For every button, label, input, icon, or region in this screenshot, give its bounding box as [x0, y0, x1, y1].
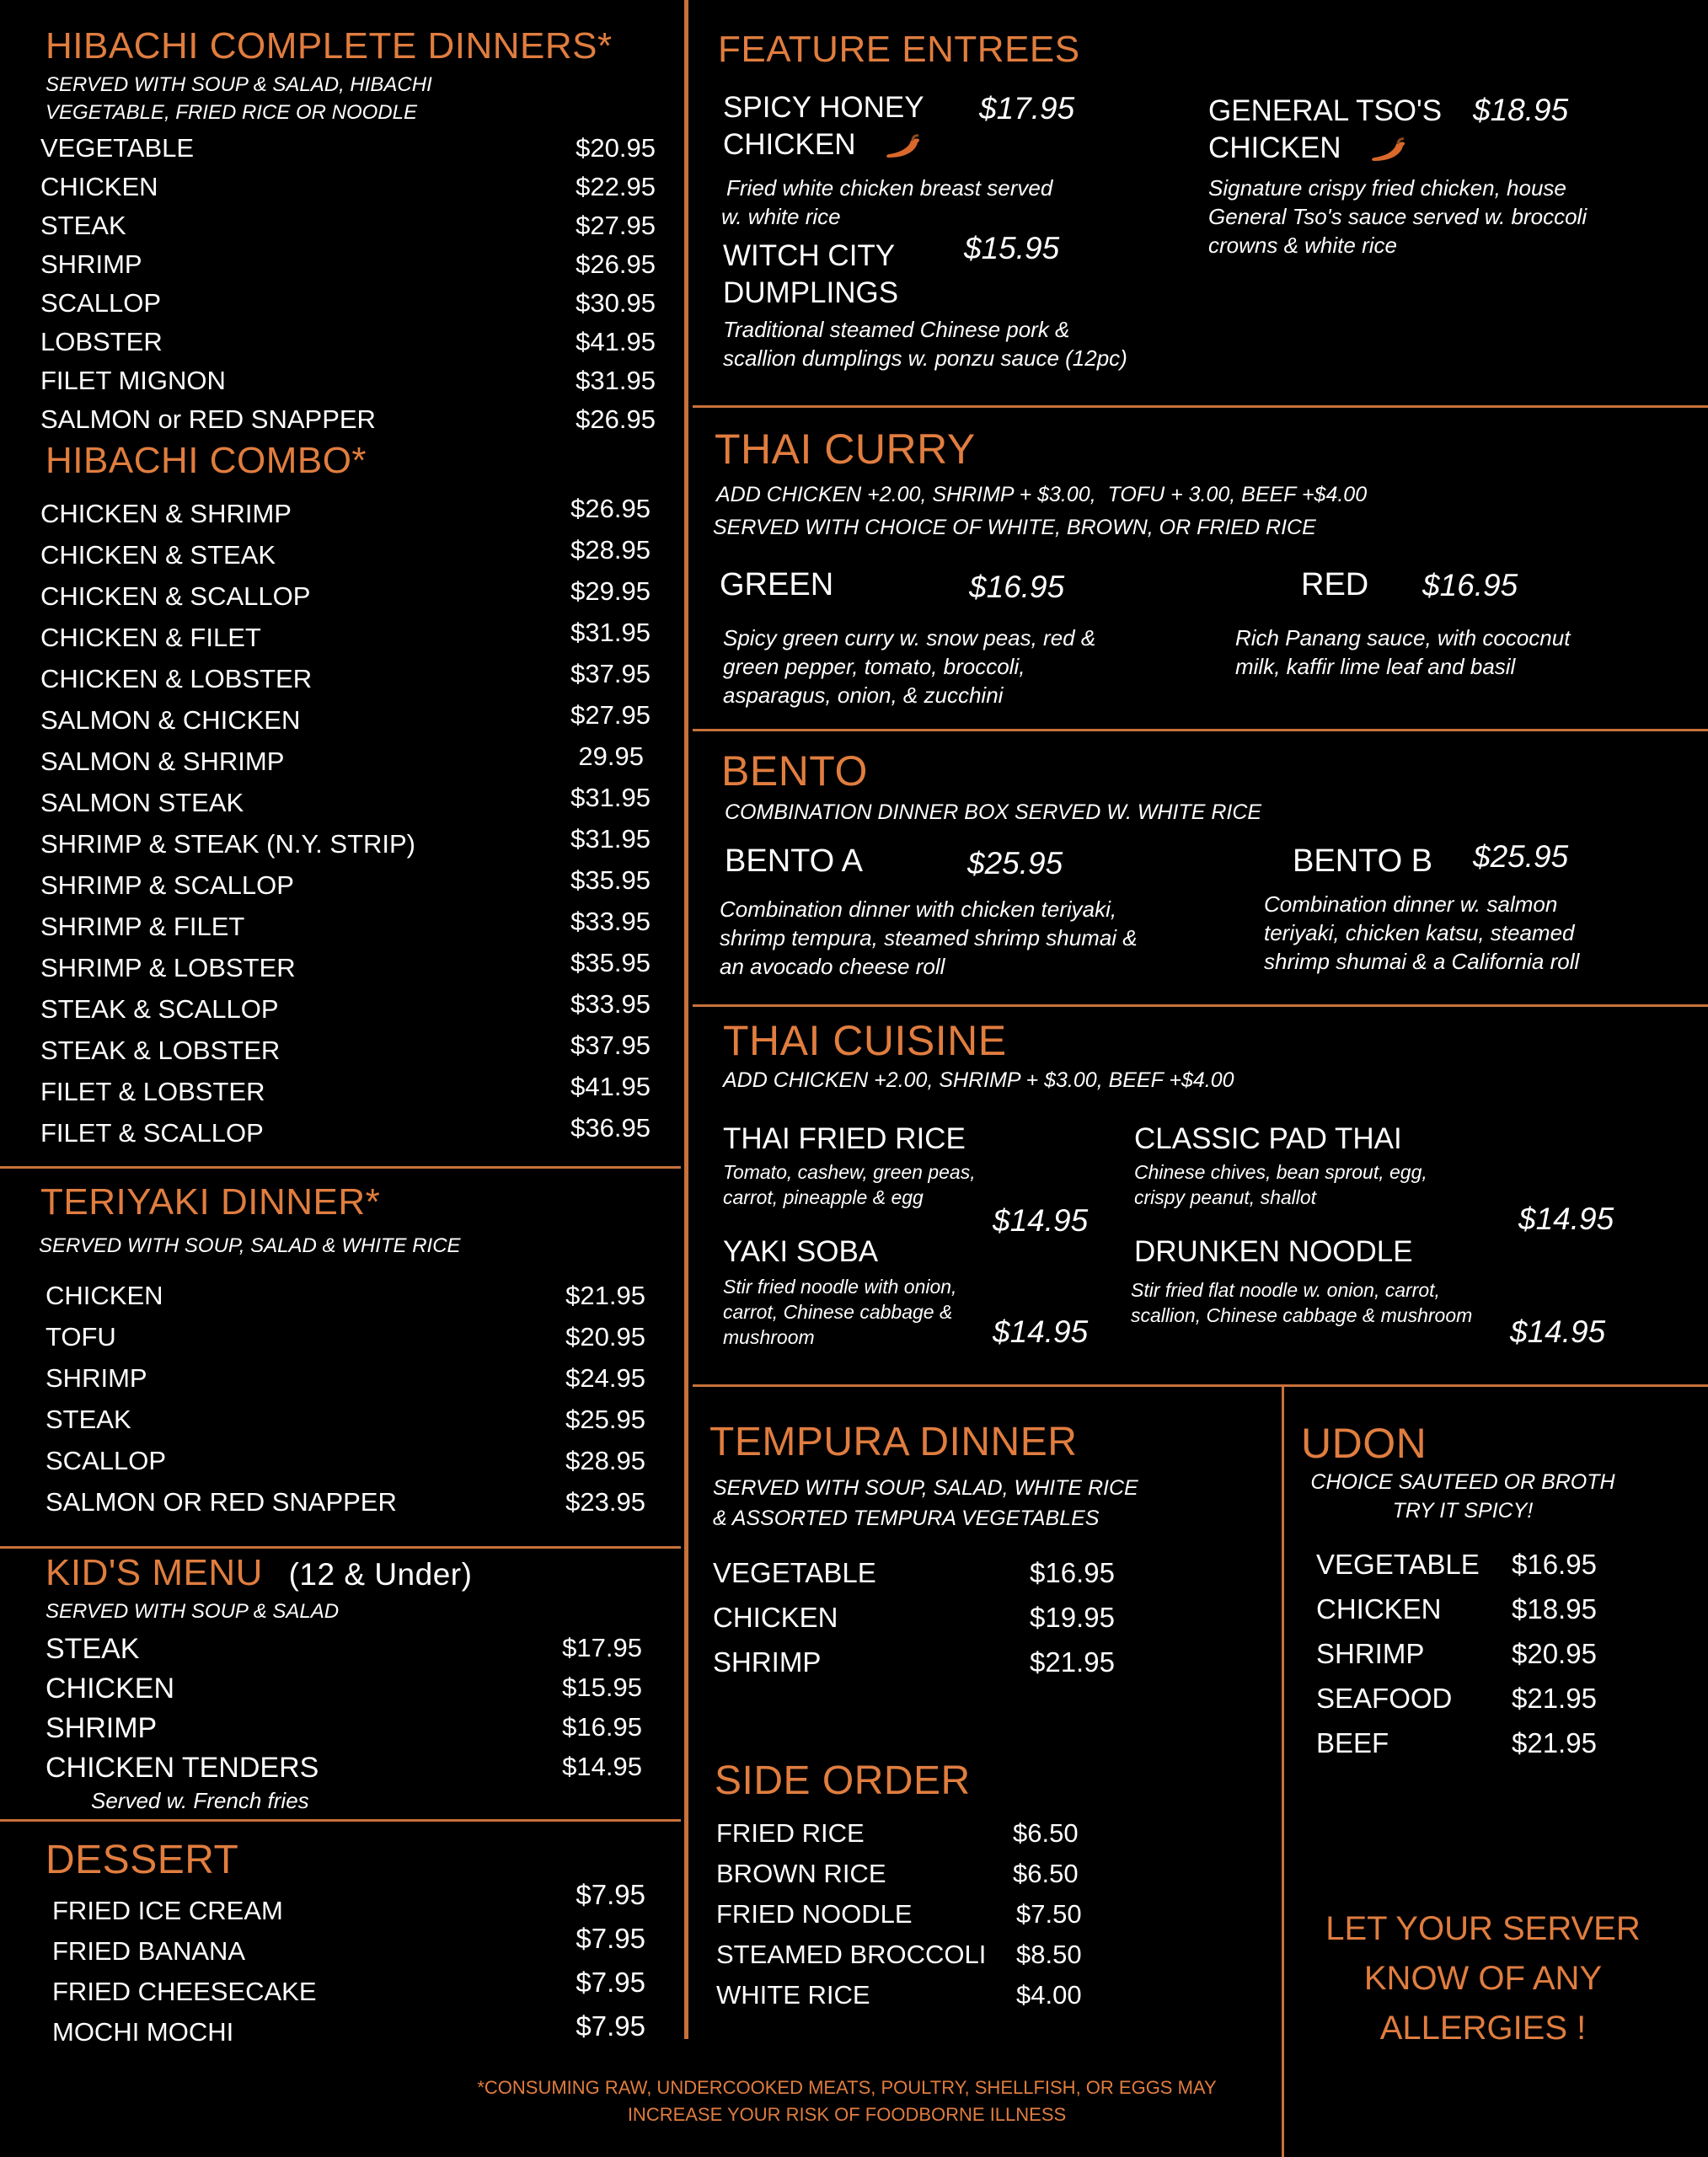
- menu-item-price: $37.95: [570, 1030, 651, 1060]
- right-divider: [1282, 1384, 1284, 2157]
- desc-line: scallion, Chinese cabbage & mushroom: [1131, 1304, 1473, 1326]
- teriyaki-title: TERIYAKI DINNER*: [40, 1181, 381, 1223]
- menu-item-name: STEAK & SCALLOP: [40, 994, 279, 1024]
- subtitle-line: SERVED WITH SOUP & SALAD, HIBACHI: [46, 73, 432, 96]
- menu-item-name: STEAMED BROCCOLI: [716, 1940, 987, 1969]
- desc-line: teriyaki, chicken katsu, steamed: [1264, 920, 1575, 945]
- dumplings-name: [723, 238, 898, 312]
- chili-pepper-icon: [1369, 137, 1406, 163]
- menu-item-name: VEGETABLE: [713, 1557, 876, 1588]
- spicy-honey-desc: [721, 174, 1052, 231]
- menu-item-price: $7.95: [576, 1967, 645, 1998]
- entree-name-line: DUMPLINGS: [723, 276, 899, 309]
- menu-item-name: CHICKEN: [46, 1673, 175, 1705]
- menu-item-name: SEAFOOD: [1316, 1683, 1453, 1714]
- menu-item-name: FRIED NOODLE: [716, 1899, 913, 1929]
- menu-item-name: FRIED RICE: [716, 1818, 865, 1848]
- udon-title: UDON: [1301, 1420, 1427, 1467]
- menu-item-price: $16.95: [1512, 1549, 1597, 1580]
- desc-line: Combination dinner w. salmon: [1264, 891, 1558, 917]
- desc-line: Stir fried noodle with onion,: [723, 1276, 957, 1298]
- general-tso-desc: [1208, 174, 1587, 260]
- general-tso-price: $18.95: [1473, 93, 1569, 127]
- center-divider: [684, 0, 688, 2039]
- menu-item-name: STEAK: [46, 1633, 140, 1665]
- allergy-notice: [1314, 1904, 1652, 2053]
- menu-item-price: $20.95: [565, 1322, 645, 1351]
- menu-item-price: $26.95: [576, 404, 656, 434]
- menu-item-price: $19.95: [1030, 1602, 1115, 1633]
- feature-title: FEATURE ENTREES: [718, 29, 1080, 70]
- spicy-honey-price: $17.95: [979, 91, 1075, 126]
- kids-title: [46, 1552, 472, 1594]
- hibachi-combo-title: HIBACHI COMBO*: [46, 440, 367, 481]
- disclaimer-line: INCREASE YOUR RISK OF FOODBORNE ILLNESS: [627, 2104, 1067, 2125]
- dessert-title: DESSERT: [46, 1838, 239, 1882]
- desc-line: Signature crispy fried chicken, house: [1208, 175, 1566, 201]
- chili-pepper-icon: [884, 134, 921, 159]
- menu-item-name: FRIED BANANA: [52, 1936, 246, 1966]
- menu-item-price: $24.95: [565, 1363, 645, 1393]
- desc-line: shrimp tempura, steamed shrimp shumai &: [720, 925, 1138, 950]
- menu-item-name: CHICKEN & SHRIMP: [40, 499, 292, 528]
- menu-item-price: $41.95: [576, 327, 656, 356]
- desc-line: carrot, pineapple & egg: [723, 1186, 924, 1208]
- rule-teriyaki: [0, 1166, 681, 1169]
- desc-line: Chinese chives, bean sprout, egg,: [1134, 1161, 1427, 1183]
- desc-line: Traditional steamed Chinese pork &: [723, 317, 1070, 342]
- menu-item-price: $7.95: [576, 2010, 645, 2042]
- menu-item-price: $27.95: [570, 700, 651, 730]
- menu-item-price: $21.95: [1512, 1727, 1597, 1758]
- menu-item-name: SALMON & SHRIMP: [40, 747, 285, 776]
- menu-item-price: $18.95: [1512, 1593, 1597, 1624]
- desc-line: green pepper, tomato, broccoli,: [723, 654, 1025, 679]
- menu-item-name: CHICKEN: [40, 172, 158, 201]
- desc-line: scallion dumplings w. ponzu sauce (12pc): [723, 345, 1127, 371]
- drunken-noodle-name: DRUNKEN NOODLE: [1134, 1235, 1413, 1268]
- teriyaki-subtitle: SERVED WITH SOUP, SALAD & WHITE RICE: [39, 1234, 461, 1257]
- dumplings-desc: [723, 315, 1127, 372]
- desc-line: shrimp shumai & a California roll: [1264, 949, 1580, 974]
- subtitle-line: CHOICE SAUTEED OR BROTH: [1310, 1470, 1615, 1494]
- thai-fried-rice-name: THAI FRIED RICE: [723, 1122, 966, 1155]
- menu-item-name: FILET & LOBSTER: [40, 1077, 265, 1106]
- pad-thai-name: CLASSIC PAD THAI: [1134, 1122, 1402, 1155]
- red-curry-name: RED: [1301, 567, 1369, 602]
- red-curry-desc: [1235, 624, 1570, 681]
- menu-item-price: $6.50: [1013, 1818, 1079, 1848]
- desc-line: General Tso's sauce served w. broccoli: [1208, 204, 1588, 229]
- menu-item-name: MOCHI MOCHI: [52, 2017, 234, 2047]
- menu-item-name: CHICKEN & STEAK: [40, 540, 276, 570]
- red-curry-price: $16.95: [1422, 568, 1518, 602]
- entree-name-line: GENERAL TSO'S: [1208, 94, 1443, 127]
- yaki-soba-price: $14.95: [993, 1314, 1089, 1349]
- menu-item-name: STEAK: [40, 211, 126, 240]
- allergy-line: KNOW OF ANY: [1363, 1960, 1603, 1997]
- hibachi-complete-subtitle: [46, 71, 432, 126]
- menu-item-price: $17.95: [562, 1633, 642, 1662]
- entree-name-text: CHICKEN: [723, 128, 856, 161]
- subtitle-line: & ASSORTED TEMPURA VEGETABLES: [713, 1507, 1100, 1530]
- drunken-noodle-price: $14.95: [1510, 1314, 1606, 1349]
- menu-item-name: STEAK & LOBSTER: [40, 1036, 281, 1065]
- thai-curry-subtitle: [713, 479, 1368, 544]
- thai-curry-title: THAI CURRY: [715, 426, 976, 473]
- rule-dessert: [0, 1819, 681, 1822]
- menu-item-price: $4.00: [1016, 1980, 1082, 2010]
- desc-line: Rich Panang sauce, with cococnut: [1235, 625, 1571, 650]
- foodborne-disclaimer: [421, 2074, 1272, 2128]
- desc-line: an avocado cheese roll: [720, 954, 945, 979]
- menu-item-name: CHICKEN & LOBSTER: [40, 664, 313, 693]
- menu-item-price: $15.95: [562, 1673, 642, 1702]
- menu-item-price: $35.95: [570, 865, 651, 895]
- menu-item-name: SHRIMP: [1316, 1638, 1425, 1669]
- rule-tempura: [693, 1384, 1708, 1387]
- menu-item-name: SHRIMP: [46, 1363, 147, 1393]
- menu-item-name: TOFU: [46, 1322, 116, 1351]
- green-curry-price: $16.95: [969, 570, 1065, 604]
- menu-item-price: $31.95: [576, 366, 656, 395]
- menu-item-price: $20.95: [1512, 1638, 1597, 1669]
- green-curry-name: GREEN: [720, 567, 834, 602]
- general-tso-name: [1208, 93, 1442, 167]
- kids-subtitle: SERVED WITH SOUP & SALAD: [46, 1600, 340, 1623]
- bento-a-price: $25.95: [967, 846, 1063, 880]
- rule-thai-cuisine: [693, 1004, 1708, 1007]
- menu-item-name: STEAK: [46, 1405, 131, 1434]
- thai-cuisine-title: THAI CUISINE: [723, 1017, 1007, 1064]
- allergy-line: LET YOUR SERVER: [1325, 1910, 1641, 1947]
- side-order-title: SIDE ORDER: [715, 1758, 971, 1803]
- bento-b-price: $25.95: [1473, 839, 1569, 874]
- tempura-subtitle: [713, 1473, 1138, 1533]
- menu-item-price: $8.50: [1016, 1940, 1082, 1969]
- menu-item-name: VEGETABLE: [40, 133, 195, 163]
- menu-item-name: LOBSTER: [40, 327, 163, 356]
- menu-item-name: CHICKEN & FILET: [40, 623, 261, 652]
- menu-item-name: FILET MIGNON: [40, 366, 226, 395]
- menu-item-price: $41.95: [570, 1072, 651, 1101]
- menu-item-price: $22.95: [576, 172, 656, 201]
- desc-line: carrot, Chinese cabbage &: [723, 1301, 953, 1323]
- menu-item-price: $7.95: [576, 1879, 645, 1910]
- tenders-note: Served w. French fries: [91, 1788, 309, 1813]
- entree-name-line: WITCH CITY: [723, 239, 896, 272]
- bento-b-desc: [1264, 890, 1579, 976]
- menu-item-name: FRIED CHEESECAKE: [52, 1977, 317, 2006]
- menu-item-price: $21.95: [1512, 1683, 1597, 1714]
- menu-item-name: SALMON or RED SNAPPER: [40, 404, 376, 434]
- rule-kids: [0, 1546, 681, 1549]
- desc-line: Fried white chicken breast served: [726, 175, 1053, 201]
- drunken-noodle-desc: [1131, 1277, 1472, 1328]
- bento-subtitle: COMBINATION DINNER BOX SERVED W. WHITE RICE: [725, 800, 1262, 824]
- menu-item-name: SHRIMP: [40, 249, 142, 279]
- menu-item-price: $25.95: [565, 1405, 645, 1434]
- menu-item-name: FILET & SCALLOP: [40, 1118, 264, 1148]
- desc-line: Stir fried flat noodle w. onion, carrot,: [1131, 1279, 1440, 1301]
- menu-item-price: $23.95: [565, 1487, 645, 1517]
- thai-fried-rice-desc: [723, 1159, 976, 1210]
- subtitle-line: SERVED WITH SOUP, SALAD, WHITE RICE: [713, 1476, 1138, 1500]
- subtitle-line: VEGETABLE, FRIED RICE OR NOODLE: [46, 101, 417, 124]
- desc-line: mushroom: [723, 1326, 815, 1348]
- menu-item-price: $21.95: [565, 1281, 645, 1310]
- subtitle-line: TRY IT SPICY!: [1392, 1499, 1534, 1523]
- menu-item-name: SCALLOP: [40, 288, 162, 318]
- dumplings-price: $15.95: [964, 231, 1060, 265]
- menu-item-price: $33.95: [570, 989, 651, 1019]
- desc-line: Spicy green curry w. snow peas, red &: [723, 625, 1096, 650]
- menu-item-price: $31.95: [570, 824, 651, 854]
- disclaimer-line: *CONSUMING RAW, UNDERCOOKED MEATS, POULTRY, SHELLFISH, OR EGGS MAY: [477, 2077, 1217, 2098]
- menu-item-name: SHRIMP & STEAK (N.Y. STRIP): [40, 829, 416, 859]
- subtitle-line: SERVED WITH CHOICE OF WHITE, BROWN, OR FRIED RICE: [713, 516, 1316, 539]
- menu-item-price: $36.95: [570, 1113, 651, 1143]
- thai-fried-rice-price: $14.95: [993, 1203, 1089, 1238]
- menu-item-name: SCALLOP: [46, 1446, 167, 1475]
- menu-item-price: $35.95: [570, 948, 651, 977]
- thai-cuisine-subtitle: ADD CHICKEN +2.00, SHRIMP + $3.00, BEEF +$4.00: [723, 1068, 1234, 1092]
- bento-a-name: BENTO A: [725, 843, 864, 879]
- desc-line: milk, kaffir lime leaf and basil: [1235, 654, 1516, 679]
- pad-thai-price: $14.95: [1518, 1202, 1614, 1236]
- rule-thai-curry: [693, 405, 1708, 408]
- menu-item-price: $33.95: [570, 907, 651, 936]
- entree-name-line: SPICY HONEY: [723, 91, 924, 124]
- yaki-soba-desc: [723, 1274, 956, 1350]
- menu-item-name: CHICKEN TENDERS: [46, 1752, 319, 1784]
- green-curry-desc: [723, 624, 1095, 709]
- menu-item-price: $31.95: [570, 783, 651, 812]
- menu-item-price: $21.95: [1030, 1646, 1115, 1678]
- bento-title: BENTO: [721, 747, 868, 795]
- desc-line: crispy peanut, shallot: [1134, 1186, 1317, 1208]
- menu-item-name: SALMON & CHICKEN: [40, 705, 301, 735]
- tempura-title: TEMPURA DINNER: [709, 1420, 1078, 1464]
- menu-item-price: $29.95: [570, 576, 651, 606]
- desc-line: Combination dinner with chicken teriyaki,: [720, 897, 1117, 922]
- menu-item-price: $37.95: [570, 659, 651, 688]
- menu-item-name: CHICKEN: [1316, 1593, 1442, 1624]
- entree-name-line: [1208, 130, 1442, 167]
- menu-item-price: $26.95: [570, 494, 651, 523]
- menu-item-price: $27.95: [576, 211, 656, 240]
- menu-item-name: SALMON STEAK: [40, 788, 244, 817]
- entree-name-text: CHICKEN: [1208, 131, 1341, 164]
- menu-item-name: SHRIMP & LOBSTER: [40, 953, 296, 982]
- menu-item-price: $28.95: [570, 535, 651, 565]
- menu-item-name: SHRIMP: [713, 1646, 822, 1678]
- menu-item-name: VEGETABLE: [1316, 1549, 1480, 1580]
- kids-age-note: (12 & Under): [288, 1557, 473, 1592]
- menu-item-name: BEEF: [1316, 1727, 1389, 1758]
- udon-subtitle: [1294, 1468, 1631, 1525]
- desc-line: w. white rice: [721, 204, 841, 229]
- menu-item-price: $26.95: [576, 249, 656, 279]
- menu-item-price: $28.95: [565, 1446, 645, 1475]
- menu-item-price: $16.95: [562, 1712, 642, 1742]
- menu-item-name: SHRIMP: [46, 1712, 158, 1744]
- hibachi-complete-title: HIBACHI COMPLETE DINNERS*: [46, 25, 613, 67]
- desc-line: crowns & white rice: [1208, 233, 1397, 258]
- menu-item-name: WHITE RICE: [716, 1980, 870, 2010]
- menu-item-price: $6.50: [1013, 1859, 1079, 1888]
- allergy-line: ALLERGIES !: [1379, 2010, 1587, 2047]
- pad-thai-desc: [1134, 1159, 1427, 1210]
- menu-item-name: SHRIMP & SCALLOP: [40, 870, 294, 900]
- menu-item-name: SHRIMP & FILET: [40, 912, 245, 941]
- entree-name-line: [723, 126, 924, 163]
- menu-item-name: FRIED ICE CREAM: [52, 1896, 283, 1925]
- menu-item-price: $7.95: [576, 1923, 645, 1954]
- kids-title-text: KID'S MENU: [46, 1552, 263, 1593]
- menu-item-price: $30.95: [576, 288, 656, 318]
- desc-line: Tomato, cashew, green peas,: [723, 1161, 976, 1183]
- menu-item-price: $7.50: [1016, 1899, 1082, 1929]
- bento-a-desc: [720, 895, 1138, 981]
- menu-item-price: $16.95: [1030, 1557, 1115, 1588]
- menu-item-name: BROWN RICE: [716, 1859, 886, 1888]
- menu-item-price: $31.95: [570, 618, 651, 647]
- menu-item-name: CHICKEN: [713, 1602, 838, 1633]
- menu-item-price: $20.95: [576, 133, 656, 163]
- menu-item-price: 29.95: [578, 741, 644, 771]
- bento-b-name: BENTO B: [1293, 843, 1433, 879]
- desc-line: asparagus, onion, & zucchini: [723, 682, 1004, 708]
- menu-item-name: CHICKEN: [46, 1281, 163, 1310]
- rule-bento: [693, 729, 1708, 731]
- menu-item-name: CHICKEN & SCALLOP: [40, 581, 311, 611]
- menu-item-price: $14.95: [562, 1752, 642, 1781]
- yaki-soba-name: YAKI SOBA: [723, 1235, 879, 1268]
- menu-item-name: SALMON OR RED SNAPPER: [46, 1487, 397, 1517]
- subtitle-line: ADD CHICKEN +2.00, SHRIMP + $3.00, TOFU + 3.00, BEEF +$4.00: [716, 483, 1368, 506]
- spicy-honey-name: [723, 89, 924, 163]
